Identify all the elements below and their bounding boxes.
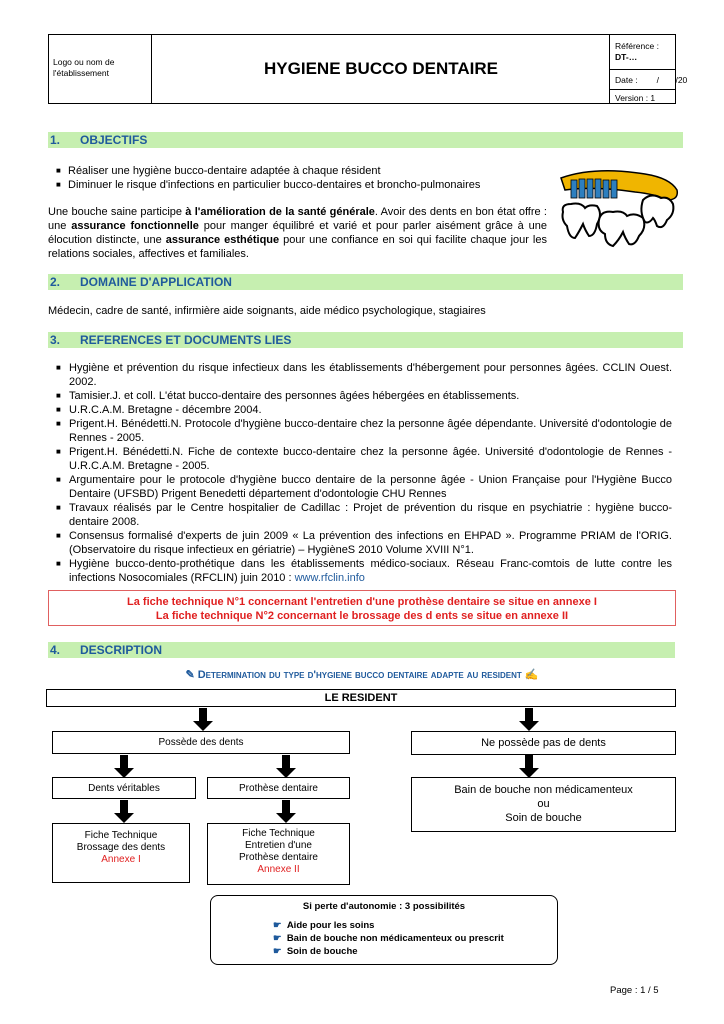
rfclin-link[interactable]: www.rfclin.info (294, 572, 365, 584)
list-item: ■ Consensus formalisé d'experts de juin 2009 « La prévention des infections en EHPAD ». Programme PRIAM de l'ORIG. (Observatoire du risque infectieux en gériatrie) – HygièneS 2010 Volume XVIII N°1. (56, 530, 672, 556)
section-title: DOMAINE D'APPLICATION (80, 275, 232, 289)
description-subtitle: ✎ Determination du type d'hygiene bucco dentaire adapte au resident ✍ (185, 669, 539, 681)
annex-note-1: La fiche technique N°1 concernant l'entretien d'une prothèse dentaire se situe en annexe I (127, 596, 597, 608)
flow-node-resident: LE RESIDENT (46, 689, 676, 707)
list-item: ☛ Bain de bouche non médicamenteux ou prescrit (273, 933, 504, 944)
section-title: REFERENCES ET DOCUMENTS LIES (80, 333, 292, 347)
list-item: ■ Diminuer le risque d'infections en particulier bucco-dentaires et broncho-pulmonaires (56, 179, 481, 191)
section-title: DESCRIPTION (80, 643, 163, 657)
list-item: ■ Réaliser une hygiène bucco-dentaire adaptée à chaque résident (56, 165, 381, 177)
objectives-paragraph: Une bouche saine participe à l'amélioration de la santé générale. Avoir des dents en bon état offre : une assurance fonctionnelle pour manger équilibré et varié et pour parler aisément grâce à une élocution distincte, une assurance esthétique pour une confiance en soi qui facilite chaque jour les relations sociales, affectives et familiales. (48, 206, 547, 260)
section-number: 4. (50, 643, 61, 657)
list-item: ■ Hygiène bucco-dento-prothétique dans les établissements médico-sociaux. Réseau Franc-comtois de lutte contre les infections Nosocomiales (RFCLIN) juin 2010 : www.rfclin.info (56, 558, 672, 584)
list-item: ■ Prigent.H. Bénédetti.N. Fiche de contexte bucco-dentaire chez la personne âgée. Université d'odontologie de Rennes - U.R.C.A.M. Bretagne - 2005. (56, 446, 672, 472)
flow-node-real-teeth: Dents véritables (52, 777, 196, 799)
annex-ii-link[interactable]: Annexe II (257, 864, 300, 875)
flow-node-fiche-prosthesis: Fiche Technique Entretien d'une Prothèse dentaire Annexe II (207, 823, 350, 885)
date-field: Date : / /20 (615, 75, 688, 85)
autonomy-title: Si perte d'autonomie : 3 possibilités (302, 901, 466, 912)
section-number: 1. (50, 133, 61, 147)
flow-node-has-teeth: Possède des dents (52, 731, 350, 754)
list-item: ■ Hygiène et prévention du risque infectieux dans les établissements d'hébergement pour personnes âgées. CCLIN Ouest. 2002. (56, 362, 672, 388)
flow-node-fiche-brushing: Fiche Technique Brossage des dents Annexe I (52, 823, 190, 883)
logo-placeholder: Logo ou nom de l'établissement (53, 57, 115, 78)
reference-label: Référence : (615, 41, 659, 51)
flow-node-prosthesis: Prothèse dentaire (207, 777, 350, 799)
application-domain-text: Médecin, cadre de santé, infirmière aide soignants, aide médico psychologique, stagiaires (48, 305, 486, 317)
pointing-hand-icon: ☛ (273, 946, 282, 957)
list-item: ■ Tamisier.J. et coll. L'état bucco-dentaire des personnes âgées hébergées en établissements. (56, 390, 520, 402)
flow-node-mouthwash: Bain de bouche non médicamenteux ou Soin de bouche (411, 777, 676, 832)
autonomy-list (273, 919, 504, 958)
document-title: HYGIENE BUCCO DENTAIRE (264, 59, 498, 78)
annex-i-link[interactable]: Annexe I (101, 854, 141, 865)
pencil-icon: ✎ (185, 669, 195, 681)
section-title: OBJECTIFS (80, 133, 148, 147)
section-number: 2. (50, 275, 61, 289)
version-field: Version : 1 (615, 93, 656, 103)
list-item: ■ U.R.C.A.M. Bretagne - décembre 2004. (56, 404, 262, 416)
section-number: 3. (50, 333, 61, 347)
pencil-icon: ✍ (524, 669, 539, 681)
annex-note-2: La fiche technique N°2 concernant le brossage des d ents se situe en annexe II (155, 610, 569, 622)
list-item: ☛ Soin de bouche (273, 946, 358, 957)
list-item: ☛ Aide pour les soins (273, 920, 375, 931)
flow-node-no-teeth: Ne possède pas de dents (411, 731, 676, 755)
page-number: Page : 1 / 5 (610, 985, 659, 996)
pointing-hand-icon: ☛ (273, 933, 282, 944)
autonomy-box (210, 895, 558, 965)
list-item: ■ Travaux réalisés par le Centre hospitalier de Cadillac : Projet de prévention du risque en psychiatrie : hygiène bucco-dentaire 2008. (56, 502, 672, 528)
reference-value: DT-… (615, 52, 638, 62)
list-item: ■ Argumentaire pour le protocole d'hygiène bucco dentaire de la personne âgée - Union Française pour l'Hygiène Bucco Dentaire (UFSBD) Prigent Benedetti département d'odontologie CHU Rennes (56, 474, 672, 500)
list-item: ■ Prigent.H. Bénédetti.N. Protocole d'hygiène bucco-dentaire chez la personne âgée dépendante. Université d'odontologie de Rennes - 2005. (56, 418, 672, 444)
pointing-hand-icon: ☛ (273, 920, 282, 931)
